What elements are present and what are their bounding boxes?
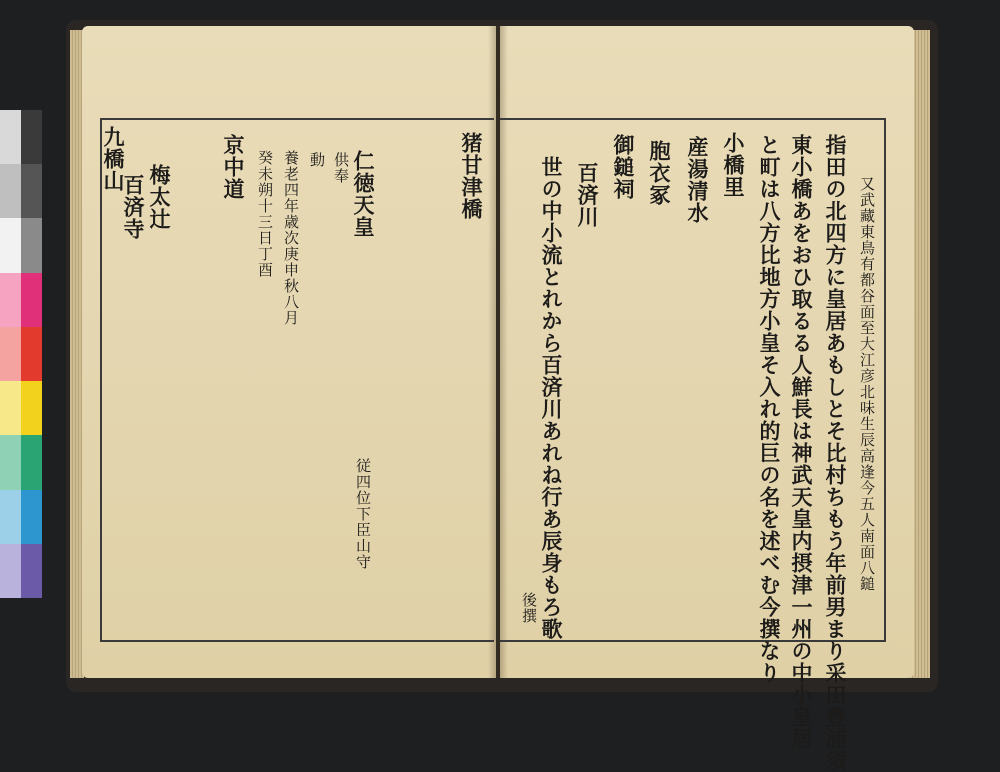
right-heading-ena: 胞衣冢 bbox=[647, 140, 672, 206]
left-page-frame bbox=[100, 118, 494, 642]
calibration-swatch bbox=[21, 110, 42, 164]
calibration-swatch bbox=[21, 435, 42, 489]
calibration-swatch bbox=[21, 381, 42, 435]
right-heading-ubuyu: 産湯清水 bbox=[685, 136, 710, 224]
left-heading-umeotsuji: 梅太辻 bbox=[147, 164, 172, 230]
calibration-row bbox=[0, 381, 42, 435]
calibration-swatch bbox=[21, 490, 42, 544]
right-text-column-4: と町は八方比地方小皇そ入れ的巨の名を述べむ今撰なり bbox=[757, 134, 782, 684]
calibration-row bbox=[0, 435, 42, 489]
calibration-row bbox=[0, 544, 42, 598]
calibration-row bbox=[0, 327, 42, 381]
right-text-column-2: 指田の北四方に皇居あもしとそ比村ちもう年前男まり采田豊浦須 bbox=[823, 134, 848, 772]
left-heading-kyochudo: 京中道 bbox=[221, 134, 246, 200]
right-heading-kobashi: 小橋里 bbox=[721, 132, 746, 198]
left-heading-kokonotsu: 九橋山 bbox=[101, 126, 126, 192]
right-heading-kudara: 百済川 bbox=[575, 162, 600, 228]
calibration-swatch bbox=[0, 164, 21, 218]
right-heading-mitsuchi: 御鎚祠 bbox=[611, 134, 636, 200]
left-text-date-2: 癸未朔十三日丁酉 bbox=[256, 150, 274, 278]
calibration-swatch bbox=[0, 381, 21, 435]
calibration-swatch bbox=[21, 327, 42, 381]
calibration-swatch bbox=[21, 544, 42, 598]
calibration-swatch bbox=[0, 218, 21, 272]
left-text-signatory: 従四位下臣山守 bbox=[354, 458, 372, 570]
calibration-row bbox=[0, 164, 42, 218]
calibration-swatch bbox=[21, 218, 42, 272]
calibration-swatch bbox=[21, 273, 42, 327]
left-text-kubu: 供奉 bbox=[332, 152, 350, 184]
right-attribution-gosen: 後撰 bbox=[520, 592, 538, 624]
calibration-swatch bbox=[0, 110, 21, 164]
right-page-frame bbox=[500, 118, 886, 772]
left-text-date-1: 養老四年歳次庚申秋八月 bbox=[282, 150, 300, 326]
left-heading-kudaraji: 百済寺 bbox=[121, 174, 146, 240]
calibration-swatch bbox=[0, 490, 21, 544]
color-calibration-strip bbox=[0, 110, 42, 598]
left-text-do: 動 bbox=[308, 152, 326, 168]
calibration-row bbox=[0, 218, 42, 272]
left-text-emperor: 仁徳天皇 bbox=[351, 150, 376, 238]
calibration-swatch bbox=[21, 164, 42, 218]
calibration-row bbox=[0, 273, 42, 327]
calibration-swatch bbox=[0, 544, 21, 598]
calibration-row bbox=[0, 490, 42, 544]
right-text-column-3: 東小橋あをおひ取るる人鮮長は神武天皇内摂津一州の中小皇居 bbox=[789, 134, 814, 750]
right-text-column-10: 世の中小流とれから百済川あれね行あ辰身もろ歌 bbox=[539, 156, 564, 640]
right-text-column-1: 又武藏東鳥有都谷面至大江彦北味生辰高逢今五人南面八鎚 bbox=[858, 176, 876, 592]
left-heading-ikaitsu: 猪甘津橋 bbox=[459, 132, 484, 220]
calibration-swatch bbox=[0, 435, 21, 489]
calibration-swatch bbox=[0, 327, 21, 381]
calibration-swatch bbox=[0, 273, 21, 327]
calibration-row bbox=[0, 110, 42, 164]
